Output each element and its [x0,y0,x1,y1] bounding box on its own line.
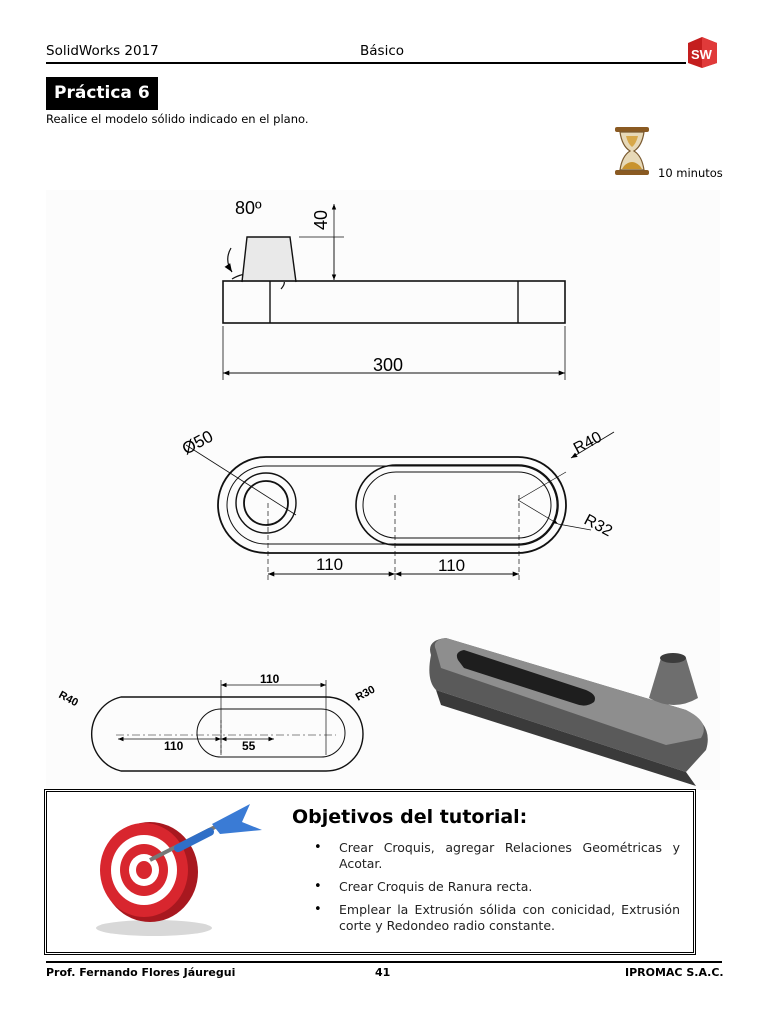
front-height-label: 40 [311,209,331,230]
practice-instruction: Realice el modelo sólido indicado en el plano. [46,112,309,126]
sketch-view [92,680,363,771]
footer-author: Prof. Fernando Flores Jáuregui [46,966,236,979]
dartboard-target-icon [72,800,268,942]
objective-item: • Emplear la Extrusión sólida con conicidad, Extrusión corte y Redondeo radio constante. [312,902,680,934]
front-length-label: 300 [373,355,404,375]
sketch-110-label: 110 [164,739,184,753]
logo-text: SW [691,47,712,62]
practice-title: Práctica 6 [46,77,158,110]
footer-page-number: 41 [375,966,391,979]
footer-company: IPROMAC S.A.C. [625,966,724,979]
top-diameter-label: Ø50 [178,426,217,459]
objectives-title: Objetivos del tutorial: [292,806,528,828]
technical-drawing [46,190,720,790]
sketch-right-radius-label: R30 [353,683,378,704]
objectives-list [312,840,680,941]
solidworks-logo-icon [684,35,720,69]
top-view [186,432,614,580]
header-rule [46,62,686,64]
top-inner-radius-label: R32 [581,511,616,541]
front-view [223,204,565,380]
hourglass-icon [612,126,652,176]
top-dist-1-label: 110 [316,555,344,574]
header-level: Básico [360,43,405,59]
objective-item: • Crear Croquis de Ranura recta. [312,879,680,895]
duration-label: 10 minutos [658,166,723,180]
sketch-left-radius-label: R40 [56,689,81,710]
top-dist-2-label: 110 [438,556,466,575]
sketch-top-dim-label: 110 [260,672,280,686]
footer-rule [46,961,722,963]
objective-item: • Crear Croquis, agregar Relaciones Geométricas y Acotar. [312,840,680,872]
top-outer-radius-label: R40 [570,428,605,458]
header-product: SolidWorks 2017 [46,43,159,59]
front-angle-label: 80º [235,198,262,218]
part-3d-render [429,638,707,786]
sketch-55-label: 55 [242,739,256,753]
